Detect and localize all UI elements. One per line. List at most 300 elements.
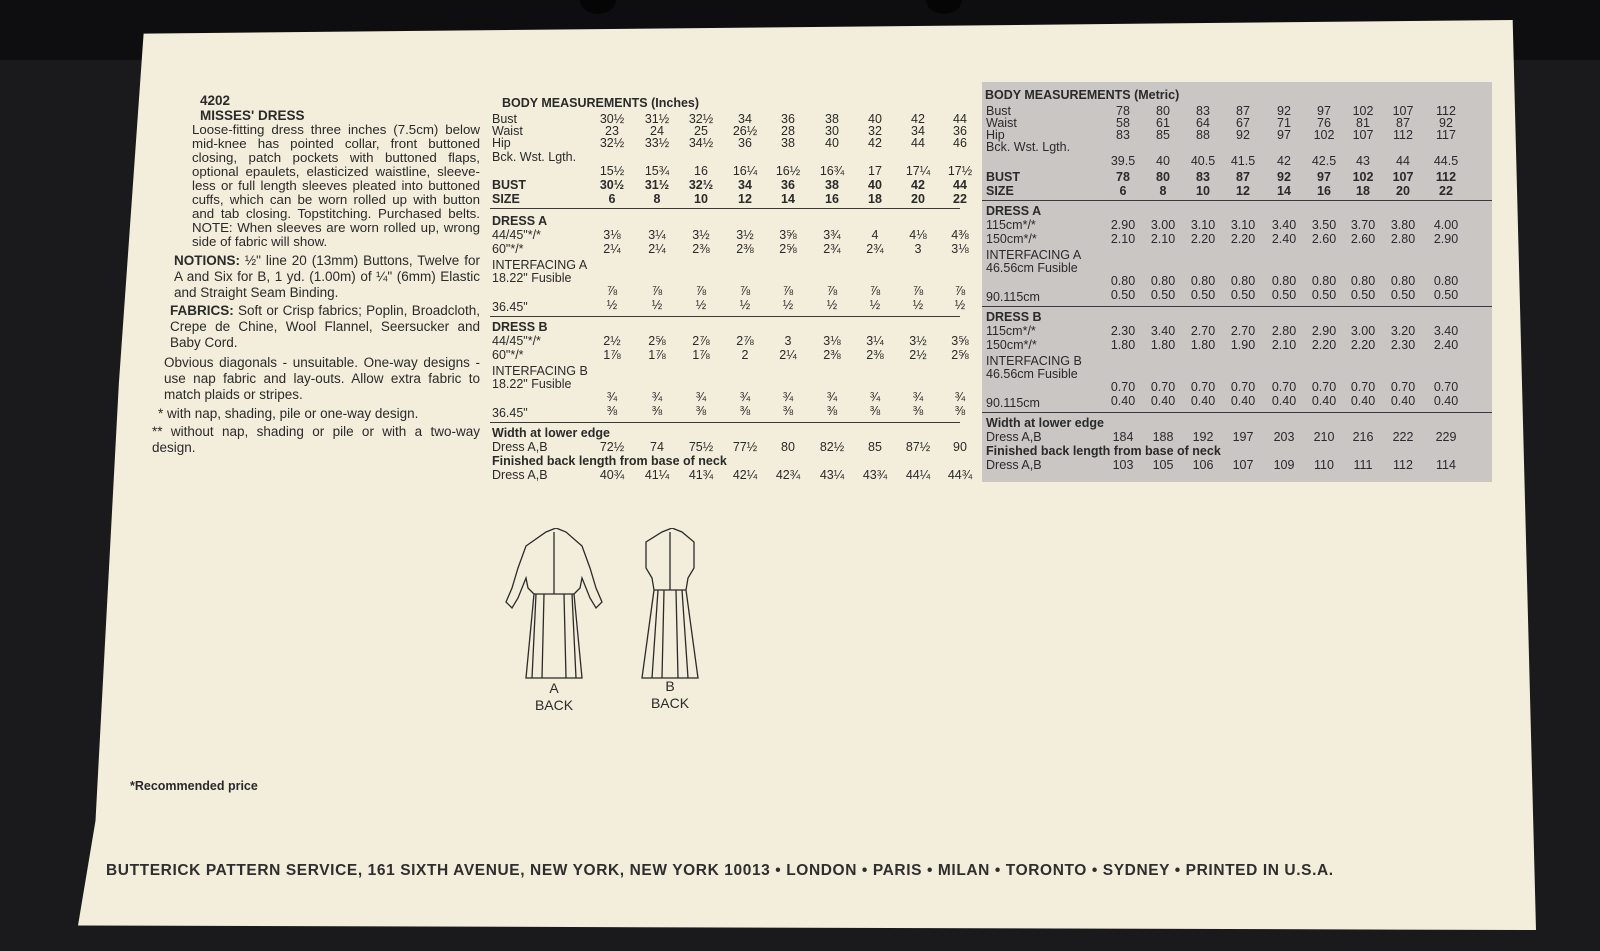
yardage-value: 2.90 — [1311, 324, 1337, 338]
yardage-label: 60"*/* — [492, 348, 524, 362]
yardage-value: 0.80 — [1230, 274, 1256, 288]
yardage-value: 2.60 — [1350, 232, 1376, 246]
yardage-value: 2.10 — [1150, 232, 1176, 246]
width-label: Dress A,B — [986, 430, 1042, 444]
dress-a-sketch — [506, 528, 602, 678]
yardage-value: 3⅝ — [779, 228, 797, 242]
diagonals-note: Obvious diagonals - unsuitable. One-way designs -use nap fabric and lay-outs. Allow extra fabric to match plaids or stripes. — [164, 355, 480, 402]
notions-text: ½" line 20 (13mm) Buttons, Twelve for A and Six for B, 1 yd. (1.00m) of ¼" (6mm) Elastic and Straight Seam Binding. — [174, 253, 480, 300]
yardage-value: 3.20 — [1390, 324, 1416, 338]
table-rule — [982, 200, 1492, 201]
back-length-value: 44¾ — [947, 468, 973, 482]
yardage-value: ⅜ — [606, 404, 618, 418]
dress-b-heading: DRESS B — [492, 320, 548, 334]
measurement-label: Bust — [492, 112, 518, 126]
yardage-value: ½ — [869, 298, 881, 312]
yardage-value: 0.70 — [1433, 380, 1459, 394]
measurement-value: 83 — [1116, 128, 1130, 142]
width-value: 72½ — [599, 440, 625, 454]
measurement-value: 87 — [1236, 170, 1250, 184]
yardage-value: 0.80 — [1433, 274, 1459, 288]
yardage-value: ¾ — [695, 390, 707, 404]
yardage-value: 2¼ — [779, 348, 797, 362]
measurement-label: SIZE — [492, 192, 520, 206]
measurement-value: 97 — [1317, 170, 1331, 184]
measurement-value: 83 — [1196, 170, 1210, 184]
measurement-value: 78 — [1116, 104, 1130, 118]
measurement-value: 112 — [1435, 170, 1457, 184]
measurement-value: 40 — [1156, 154, 1170, 168]
width-value: 229 — [1435, 430, 1457, 444]
measurement-value: 16¾ — [819, 164, 845, 178]
yardage-value: ¾ — [912, 390, 924, 404]
figure-b-caption: BACK — [650, 695, 690, 711]
yardage-value: 0.70 — [1350, 380, 1376, 394]
dress-a-heading: DRESS A — [986, 204, 1042, 218]
yardage-value: ½ — [606, 298, 618, 312]
width-value: 188 — [1152, 430, 1174, 444]
yardage-value: 0.70 — [1271, 380, 1297, 394]
yardage-value: 2.80 — [1390, 232, 1416, 246]
yardage-value: 0.40 — [1271, 394, 1297, 408]
yardage-value: 3⅛ — [951, 242, 969, 256]
yardage-value: ⅞ — [606, 284, 618, 298]
yardage-value: 0.50 — [1110, 288, 1136, 302]
measurement-value: 41.5 — [1230, 154, 1256, 168]
yardage-label: 44/45"*/* — [492, 228, 541, 242]
yardage-value: 2⅝ — [648, 334, 666, 348]
measurement-value: 107 — [1392, 104, 1414, 118]
yardage-value: 0.70 — [1311, 380, 1337, 394]
measurement-value: 32½ — [599, 136, 625, 150]
yardage-value: ½ — [954, 298, 966, 312]
yardage-value: 2.70 — [1190, 324, 1216, 338]
measurement-value: 76 — [1317, 116, 1331, 130]
measurement-value: 6 — [608, 192, 616, 206]
yardage-value: 0.40 — [1350, 394, 1376, 408]
back-length-value: 42¼ — [732, 468, 758, 482]
measurement-value: 31½ — [644, 112, 670, 126]
measurement-value: 20 — [1396, 184, 1410, 198]
measurement-value: 18 — [868, 192, 882, 206]
measurement-value: 42 — [1277, 154, 1291, 168]
measurement-value: 92 — [1277, 170, 1291, 184]
width-value: 80 — [781, 440, 795, 454]
yardage-value: 3.10 — [1190, 218, 1216, 232]
yardage-value: 0.50 — [1230, 288, 1256, 302]
yardage-value: 3.80 — [1390, 218, 1416, 232]
yardage-value: 3.00 — [1350, 324, 1376, 338]
measurement-value: 42 — [911, 112, 925, 126]
yardage-value: 0.70 — [1390, 380, 1416, 394]
measurement-value: 30½ — [599, 112, 625, 126]
yardage-value: 3⅛ — [823, 334, 841, 348]
yardage-value: ¾ — [869, 390, 881, 404]
measurement-value: 23 — [605, 124, 619, 138]
figure-b-letter: B — [665, 678, 675, 694]
measurement-value: 44 — [953, 178, 967, 192]
measurement-value: 28 — [781, 124, 795, 138]
measurement-value: 20 — [911, 192, 925, 206]
width-value: 197 — [1232, 430, 1254, 444]
yardage-value: 0.80 — [1110, 274, 1136, 288]
yardage-value: 0.70 — [1190, 380, 1216, 394]
yardage-value: 0.50 — [1390, 288, 1416, 302]
yardage-value: 1⅞ — [603, 348, 621, 362]
yardage-value: 0.50 — [1350, 288, 1376, 302]
measurement-value: 10 — [694, 192, 708, 206]
measurement-value: 32½ — [688, 112, 714, 126]
no-nap-note: ** without nap, shading or pile or with a two-way design. — [152, 424, 480, 455]
yardage-value: 2⅝ — [779, 242, 797, 256]
measurement-value: 40.5 — [1190, 154, 1216, 168]
section-heading: BODY MEASUREMENTS (Metric) — [985, 88, 1180, 102]
yardage-value: ½ — [826, 298, 838, 312]
back-length-value: 109 — [1273, 458, 1295, 472]
measurement-value: 58 — [1116, 116, 1130, 130]
measurement-value: 17¼ — [905, 164, 931, 178]
measurement-label: SIZE — [986, 184, 1014, 198]
measurement-value: 36 — [738, 136, 752, 150]
measurement-value: 102 — [1313, 128, 1335, 142]
yardage-label: 60"*/* — [492, 242, 524, 256]
yardage-value: 2.20 — [1350, 338, 1376, 352]
yardage-value: ⅜ — [695, 404, 707, 418]
table-rule — [490, 316, 960, 317]
yardage-value: 3¼ — [866, 334, 884, 348]
yardage-value: 2.10 — [1110, 232, 1136, 246]
yardage-value: 3.40 — [1433, 324, 1459, 338]
figure-a-caption: BACK — [534, 697, 574, 713]
measurement-value: 16½ — [775, 164, 801, 178]
measurement-value: 12 — [1236, 184, 1250, 198]
yardage-label: 90.115cm — [986, 396, 1040, 410]
width-value: 74 — [650, 440, 664, 454]
yardage-value: 0.50 — [1150, 288, 1176, 302]
description-column — [152, 93, 480, 458]
yardage-value: 2⅜ — [692, 242, 710, 256]
yardage-value: ⅜ — [782, 404, 794, 418]
measurement-value: 24 — [650, 124, 664, 138]
measurement-value: 67 — [1236, 116, 1250, 130]
measurement-value: 44 — [911, 136, 925, 150]
yardage-value: ⅜ — [739, 404, 751, 418]
measurement-value: 16 — [825, 192, 839, 206]
measurement-value: 8 — [1159, 184, 1167, 198]
yardage-value: 0.80 — [1350, 274, 1376, 288]
back-length-value: 41¼ — [644, 468, 670, 482]
back-length-value: 114 — [1436, 458, 1456, 472]
yardage-value: 3.40 — [1271, 218, 1297, 232]
measurement-value: 44.5 — [1433, 154, 1459, 168]
width-value: 77½ — [732, 440, 758, 454]
yardage-value: 3.50 — [1311, 218, 1337, 232]
pattern-description: Loose-fitting dress three inches (7.5cm) below mid-knee has pointed collar, front buttoned closing, patch pockets with buttoned flaps, optional epaulets, elasticized waistline, sleeve-less or full length sleeves pleated into buttoned cuffs, which can be worn rolled up with button and tab closing. Topstitching. Purchased belts. NOTE: When sleeves are worn rolled up, wrong side of fabric will show. — [192, 122, 480, 249]
yardage-value: ⅜ — [869, 404, 881, 418]
measurement-value: 34 — [738, 112, 752, 126]
yardage-value: 2⅜ — [736, 242, 754, 256]
nap-note: * with nap, shading, pile or one-way design. — [158, 406, 419, 421]
interfacing-a-heading: INTERFACING A — [492, 258, 588, 272]
dress-b-sketch — [642, 528, 698, 678]
yardage-value: ¾ — [606, 390, 618, 404]
yardage-value: ½ — [912, 298, 924, 312]
measurement-label: Bck. Wst. Lgth. — [986, 140, 1071, 154]
measurement-label: Waist — [492, 124, 523, 138]
yardage-value: 0.80 — [1271, 274, 1297, 288]
back-length-value: 110 — [1314, 458, 1334, 472]
yardage-value: ½ — [739, 298, 751, 312]
measurement-value: 12 — [738, 192, 752, 206]
yardage-value: 3½ — [736, 228, 754, 242]
yardage-value: 3½ — [909, 334, 927, 348]
fabrics-label: FABRICS: — [170, 303, 234, 318]
measurement-label: Hip — [986, 128, 1005, 142]
measurement-value: 92 — [1236, 128, 1250, 142]
yardage-value: 2¼ — [603, 242, 621, 256]
yardage-value: 0.80 — [1390, 274, 1416, 288]
measurement-value: 88 — [1196, 128, 1210, 142]
yardage-value: 0.70 — [1230, 380, 1256, 394]
measurement-value: 18 — [1356, 184, 1370, 198]
back-length-heading: Finished back length from base of neck — [492, 454, 727, 468]
measurement-value: 34 — [738, 178, 752, 192]
width-value: 192 — [1192, 430, 1214, 444]
back-length-value: 40¾ — [599, 468, 625, 482]
interfacing-a-sub: 18.22" Fusible — [492, 271, 572, 285]
yardage-value: ⅞ — [912, 284, 924, 298]
yardage-value: ¾ — [651, 390, 663, 404]
measurement-value: 78 — [1116, 170, 1130, 184]
yardage-value: 0.80 — [1311, 274, 1337, 288]
width-value: 87½ — [905, 440, 931, 454]
measurement-value: 26½ — [732, 124, 758, 138]
publisher-footer: BUTTERICK PATTERN SERVICE, 161 SIXTH AVENUE, NEW YORK, NEW YORK 10013 • LONDON • PARIS • MILAN • TORONTO • SYDNEY • PRINTED IN U.S.A. — [106, 862, 1334, 879]
measurement-value: 102 — [1352, 104, 1374, 118]
yardage-value: 2.20 — [1190, 232, 1216, 246]
measurement-value: 10 — [1196, 184, 1210, 198]
yardage-value: 1⅞ — [648, 348, 666, 362]
measurement-value: 34½ — [688, 136, 714, 150]
yardage-value: 0.40 — [1433, 394, 1459, 408]
measurement-value: 15¾ — [644, 164, 670, 178]
yardage-value: 0.50 — [1311, 288, 1337, 302]
measurement-value: 14 — [1277, 184, 1291, 198]
yardage-value: 0.50 — [1433, 288, 1459, 302]
measurement-value: 87 — [1396, 116, 1410, 130]
yardage-value: 1⅞ — [692, 348, 710, 362]
yardage-value: 2.10 — [1271, 338, 1297, 352]
yardage-value: ⅜ — [954, 404, 966, 418]
measurement-value: 61 — [1156, 116, 1170, 130]
yardage-value: 3⅝ — [951, 334, 969, 348]
measurement-value: 42 — [868, 136, 882, 150]
yardage-value: 2.20 — [1311, 338, 1337, 352]
measurement-value: 44 — [1396, 154, 1410, 168]
fabrics-paragraph — [170, 303, 480, 351]
pattern-number: 4202 — [200, 93, 231, 108]
yardage-label: 90.115cm — [986, 290, 1040, 304]
yardage-value: 1.80 — [1150, 338, 1176, 352]
yardage-value: 2 — [741, 348, 749, 362]
yardage-label: 150cm*/* — [986, 338, 1037, 352]
yardage-value: 3.00 — [1150, 218, 1176, 232]
yardage-value: 3 — [784, 334, 792, 348]
yardage-value: 0.50 — [1190, 288, 1216, 302]
measurement-value: 14 — [781, 192, 795, 206]
width-value: 90 — [953, 440, 967, 454]
measurement-value: 44 — [953, 112, 967, 126]
measurement-value: 25 — [694, 124, 708, 138]
measurement-value: 16 — [694, 164, 708, 178]
measurement-value: 83 — [1196, 104, 1210, 118]
yardage-value: 2½ — [603, 334, 621, 348]
yardage-label: 44/45"*/* — [492, 334, 541, 348]
yardage-value: 2.90 — [1110, 218, 1136, 232]
measurement-label: Waist — [986, 116, 1017, 130]
yardage-value: 3.10 — [1230, 218, 1256, 232]
yardage-value: 2⅜ — [823, 348, 841, 362]
measurement-value: 64 — [1196, 116, 1210, 130]
yardage-value: 4⅛ — [909, 228, 927, 242]
yardage-value: 3½ — [692, 228, 710, 242]
notions-label: NOTIONS: — [174, 253, 240, 268]
yardage-value: ¾ — [954, 390, 966, 404]
measurement-value: 33½ — [644, 136, 670, 150]
back-length-value: 106 — [1192, 458, 1214, 472]
yardage-label: 115cm*/* — [986, 218, 1036, 232]
yardage-value: 0.50 — [1271, 288, 1297, 302]
measurement-value: 16¼ — [732, 164, 758, 178]
measurement-value: 32 — [868, 124, 882, 138]
measurement-value: 107 — [1352, 128, 1374, 142]
measurement-value: 46 — [953, 136, 967, 150]
measurement-value: 8 — [653, 192, 661, 206]
measurement-value: 40 — [825, 136, 839, 150]
interfacing-a-sub: 46.56cm Fusible — [986, 261, 1078, 275]
measurement-value: 102 — [1352, 170, 1374, 184]
yardage-value: 2¾ — [866, 242, 884, 256]
table-rule — [982, 412, 1492, 413]
measurement-value: 87 — [1236, 104, 1250, 118]
yardage-value: 0.80 — [1190, 274, 1216, 288]
yardage-value: 2⅝ — [951, 348, 969, 362]
yardage-value: 0.40 — [1110, 394, 1136, 408]
measurement-value: 107 — [1392, 170, 1414, 184]
measurement-value: 92 — [1277, 104, 1291, 118]
yardage-value: ¾ — [782, 390, 794, 404]
yardage-value: ⅞ — [869, 284, 881, 298]
back-length-value: 44¼ — [905, 468, 931, 482]
back-length-value: 105 — [1152, 458, 1174, 472]
yardage-value: ⅞ — [782, 284, 794, 298]
measurement-value: 22 — [953, 192, 967, 206]
yardage-label: 115cm*/* — [986, 324, 1036, 338]
yardage-value: 4.00 — [1433, 218, 1459, 232]
measurement-value: 17 — [868, 164, 882, 178]
measurement-value: 80 — [1156, 170, 1170, 184]
yardage-value: 2.60 — [1311, 232, 1337, 246]
yardage-value: 1.80 — [1190, 338, 1216, 352]
measurement-value: 6 — [1119, 184, 1127, 198]
yardage-value: 2⅜ — [866, 348, 884, 362]
yardage-value: 0.40 — [1390, 394, 1416, 408]
table-rule — [982, 306, 1492, 307]
yardage-value: 2.70 — [1230, 324, 1256, 338]
yardage-value: 0.70 — [1150, 380, 1176, 394]
yardage-label: 150cm*/* — [986, 232, 1037, 246]
back-length-value: 103 — [1112, 458, 1134, 472]
measurement-value: 85 — [1156, 128, 1170, 142]
measurement-value: 112 — [1393, 128, 1413, 142]
yardage-value: 4⅜ — [951, 228, 969, 242]
yardage-value: ⅞ — [954, 284, 966, 298]
measurement-value: 71 — [1277, 116, 1291, 130]
yardage-value: 1.80 — [1110, 338, 1136, 352]
width-value: 222 — [1392, 430, 1414, 444]
measurement-value: 92 — [1439, 116, 1453, 130]
measurement-label: BUST — [986, 170, 1021, 184]
measurement-value: 117 — [1436, 128, 1456, 142]
fabrics-text: Soft or Crisp fabrics; Poplin, Broadcloth, Crepe de Chine, Wool Flannel, Seersucker and Baby Cord. — [170, 303, 480, 350]
measurement-label: Bust — [986, 104, 1012, 118]
yardage-value: ⅜ — [826, 404, 838, 418]
measurement-value: 43 — [1356, 154, 1370, 168]
yardage-value: 2.80 — [1271, 324, 1297, 338]
width-value: 203 — [1273, 430, 1295, 444]
yardage-value: ⅜ — [912, 404, 924, 418]
yardage-value: 2½ — [909, 348, 927, 362]
back-length-value: 111 — [1353, 458, 1373, 472]
measurement-value: 40 — [868, 112, 882, 126]
yardage-value: 3¾ — [823, 228, 841, 242]
yardage-value: ¾ — [826, 390, 838, 404]
measurement-value: 81 — [1356, 116, 1370, 130]
measurement-value: 42 — [911, 178, 925, 192]
yardage-value: 2.40 — [1271, 232, 1297, 246]
yardage-value: 1.90 — [1230, 338, 1256, 352]
back-length-label: Dress A,B — [492, 468, 548, 482]
yardage-value: 2.90 — [1433, 232, 1459, 246]
yardage-value: ½ — [695, 298, 707, 312]
measurement-value: 97 — [1317, 104, 1331, 118]
interfacing-b-sub: 46.56cm Fusible — [986, 367, 1078, 381]
measurement-value: 97 — [1277, 128, 1291, 142]
yardage-value: ½ — [782, 298, 794, 312]
back-length-value: 41¾ — [688, 468, 714, 482]
measurement-value: 36 — [781, 112, 795, 126]
yardage-value: ¾ — [739, 390, 751, 404]
dress-b-heading: DRESS B — [986, 310, 1042, 324]
measurement-value: 38 — [825, 112, 839, 126]
measurement-label: Hip — [492, 136, 511, 150]
yardage-value: 2.20 — [1230, 232, 1256, 246]
recommended-price-note: *Recommended price — [130, 779, 258, 793]
measurement-label: BUST — [492, 178, 527, 192]
yardage-value: ⅞ — [739, 284, 751, 298]
yardage-value: 0.40 — [1190, 394, 1216, 408]
width-value: 184 — [1112, 430, 1134, 444]
yardage-label: 36.45" — [492, 406, 528, 420]
back-length-value: 42¾ — [775, 468, 801, 482]
table-rule — [490, 422, 960, 423]
interfacing-a-heading: INTERFACING A — [986, 248, 1082, 262]
width-value: 216 — [1352, 430, 1374, 444]
interfacing-b-sub: 18.22" Fusible — [492, 377, 572, 391]
back-length-heading: Finished back length from base of neck — [986, 444, 1221, 458]
dress-sketches — [486, 528, 746, 698]
measurement-value: 15½ — [599, 164, 625, 178]
